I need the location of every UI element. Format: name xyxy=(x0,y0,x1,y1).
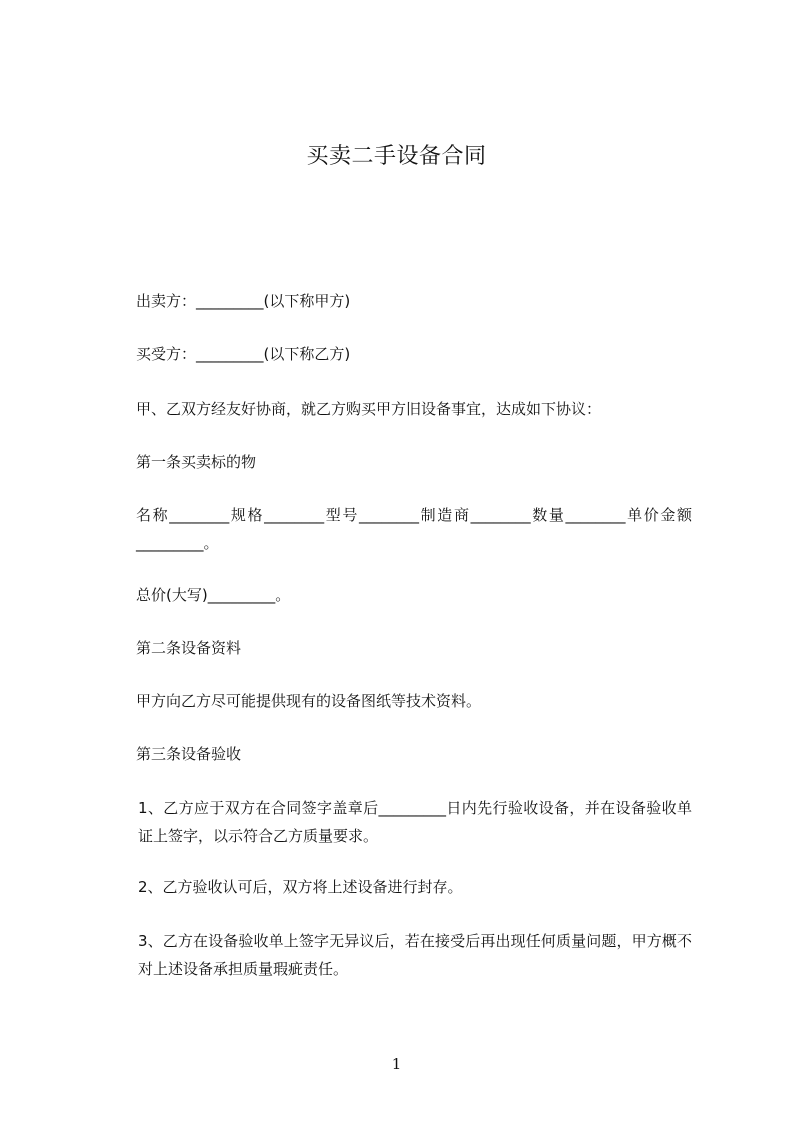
buyer-line: 买受方：_________(以下称乙方) xyxy=(136,345,351,363)
total-price-line: 总价(大写)_________。 xyxy=(136,586,291,604)
document-title: 买卖二手设备合同 xyxy=(306,144,487,169)
article1-heading: 第一条买卖标的物 xyxy=(136,453,257,471)
seller-line: 出卖方：_________(以下称甲方) xyxy=(136,292,351,310)
article1-items-paragraph: 名称________规格________型号________制造商________数量________单价金额_________。 xyxy=(136,506,692,552)
page-number: 1 xyxy=(391,1055,402,1073)
intro-paragraph: 甲、乙双方经友好协商，就乙方购买甲方旧设备事宜，达成如下协议： xyxy=(136,400,602,418)
article3-heading: 第三条设备验收 xyxy=(136,745,242,763)
article2-heading: 第二条设备资料 xyxy=(136,639,242,657)
article3-clause-1: 1、乙方应于双方在合同签字盖章后_________日内先行验收设备，并在设备验收单证上签字，以示符合乙方质量要求。 xyxy=(138,799,692,845)
article3-clause-3: 3、乙方在设备验收单上签字无异议后，若在接受后再出现任何质量问题，甲方概不对上述设备承担质量瑕疵责任。 xyxy=(138,932,692,978)
article3-clause-2: 2、乙方验收认可后，双方将上述设备进行封存。 xyxy=(138,878,463,896)
article2-body: 甲方向乙方尽可能提供现有的设备图纸等技术资料。 xyxy=(136,692,482,710)
